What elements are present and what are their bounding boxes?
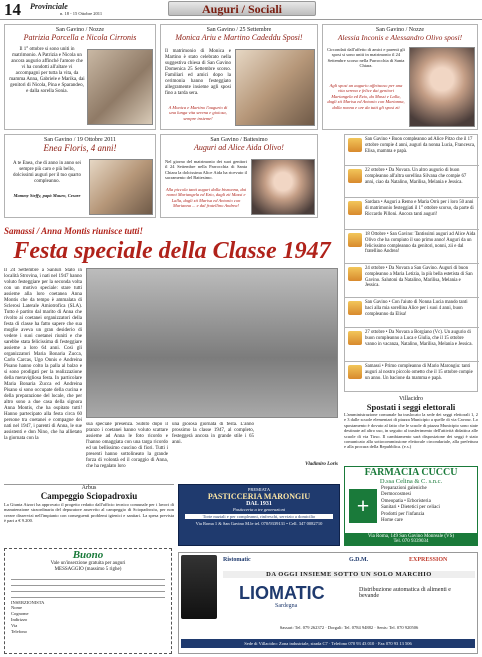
gift-icon <box>348 169 362 183</box>
arbus-news <box>4 484 174 544</box>
box-title: Auguri ad Alice Aida Olivo! <box>194 143 284 152</box>
news-body: L'amministrazione comunale ha traslocato la sede dei seggi elettorali 1, 2 e 3 dalle scuole elementari di piazza Municipio a quelle di via Cavour. Lo spostamento è dovuto al fatto che le scuole di piazza Municipio sono state destinate ad altro uso, in seguito al trasferimento dell'attività didattica alle scuole di via Tirso. Il cambiamento sarà disposizione dei seggi è stato comunicato alla sottocommissione elettorale circondariale, alla prefettura e alla procura della Repubblica. (e.s.) <box>344 412 478 450</box>
box-place: San Gavino / 25 Settembre <box>206 27 272 33</box>
couple-photo <box>235 49 315 126</box>
greeting-box-enea <box>4 134 156 218</box>
box-place: San Gavino / Battesimo <box>210 137 268 143</box>
pasticceria-ad: PREMIATA PASTICCERIA MARONGIU DAL 1931 Pasticceria a tre generazioni Torte nuziali e per compleanni, rinfreschi, servizio a domicilio Via Roma 1 & San Gavino M.le tel. 070/9339131 • Cell. 347 0082710 <box>178 484 340 546</box>
list-item: San Gavino • Con l'aiuto di Nonna Lucia mando tanti baci alla mia sorellina Alice per i suoi 4 anni, buon compleanno da Elisa! <box>345 297 479 327</box>
vending-machine-image <box>181 555 217 619</box>
list-item: San Gavino • Buon compleanno ad Alice Pitzo che il 17 ottobre compie 4 anni, auguri da nonna Lucia, Francesca, Elisa, mamma e papà. <box>345 135 479 165</box>
article-column-2: sua speciale presenza. Subito dopo il pranzo i coetanei hanno voluto scattare assieme ad Anna le foto ricordo e l'hanno omaggiata con una targa ricordo ed un bellissimo cuscino di fiori. Tutti i presenti hanno sottolineato la grande forza di volontà ed il coraggio di Anna, che ha regalato loro <box>86 422 168 469</box>
masthead-logo: Provinciale <box>30 2 68 11</box>
greeting-box-inconis <box>322 24 478 130</box>
news-body: La Giunta Atzori ha approvato il progetto redatto dall'ufficio tecnico comunale per i lavori di manutenzione straordinaria del depuratore asservito al campeggio di Sciopadroxiu, per non creare disservizi nell'impianto con conseguenti problemi igienici e sanitari. La spesa prevista è pari a € 9.200. <box>4 502 174 524</box>
wishes-sidebar <box>344 134 478 392</box>
box-place: San Gavino / Nozze <box>375 27 425 33</box>
coupon-field[interactable]: Telefono <box>11 629 27 634</box>
list-item: Samassi • Primo compleanno di Mario Marongiu: tanti auguri al nostro piccolo ometto che il 15 ottobre compie un anno. Un bacione da mamma e papà. <box>345 361 479 393</box>
box-body: A te Enea, che di anno in anno sei sempre più caro e più bello, dolcissimi auguri per il tuo quarto compleanno. <box>13 161 81 184</box>
greeting-coupon: Buono Vale un'inserzione gratuita per auguri MESSAGGIO (massimo 5 righe) INSERZIONISTA Nome Cognome Indirizzo Via Telefono <box>4 548 172 654</box>
farmacia-ad: FARMACIA CUCCU D.ssa Celina & C. s.n.c. Preparazioni galeniche Dermocosmesi Omeopatia • Erboristeria Sanitari • Dietetici per celiaci Prodotti per l'infanzia Home care + Via Roma, 149 San Gavino Monreale (VS) Tel. 070 9339034 <box>344 466 478 546</box>
coupon-field[interactable]: Nome <box>11 605 22 610</box>
news-title: Campeggio Sciopadroxiu <box>40 491 138 501</box>
box-wish: Agli sposi un augurio affettuoso per una vita serena e felice dai genitori Mariangela ed Ezio, da Massi e Lalla, dagli zii Marisa ed Antonio con Marianna, dalla nonna e ore da tutti gli sposi zii <box>327 83 405 110</box>
article-kicker: Samassi / Anna Montis riunisce tutti! <box>4 226 143 236</box>
greeting-box-alice <box>160 134 318 218</box>
article-headline: Festa speciale della Classe 1947 <box>13 238 331 264</box>
couple-photo <box>87 49 153 125</box>
box-body: Circondati dall'affetto di amici e parenti gli sposi si sono uniti in matrimonio il 24 Settembre scorso nella Parrocchia di Santa Chiara. <box>327 47 405 69</box>
cake-icon <box>348 331 362 345</box>
article-column-1: Il 24 Settembre a Sanluri Stato in località Strovina, i nati nel 1947 hanno voluto festeggiare per la seconda volta con un motivo speciale: stare tutti assieme alla loro coetanea Anna Montis che da tempo è ammalata di Sclerosi Laterale Amiotrofica (SLA). Tutto è partito dal marito di Anna che rivolto ai coetanei organizzatori della festa di classe ha fatto sapere che sua moglie aveva un gran desiderio di vedere i suoi coetanei riuniti e che sarebbe stata felicissima di festeggiare assieme a loro 64 anni. Così gli organizzatori Maria Bonaria Zucca, Carlo Carcas, Ugo Onnis e Andreina Pisano hanno colto la palla al balzo e si sono prodigati per la realizzazione della meravigliosa festa. In particolare Maria Bonaria Zucca ed Andreina Pisano si sono occupate della cucina e della preparazione del locale, che per altro sono a due casa della signora Anna Montis, che ha ospitato tutti! Hanno partecipato alla festa circa 60 persone tra coetanei e compagne dei nati nel 1947, i parenti di Anna, le sue assistenti e don Nino, che ha allietato la giornata con la <box>4 268 82 441</box>
box-title: Enea Floris, 4 anni! <box>43 143 117 153</box>
box-title: Patrizia Porcella e Nicola Cirronis <box>23 33 137 42</box>
section-banner: Auguri / Sociali <box>168 1 316 16</box>
group-photo <box>86 268 338 418</box>
liomatic-ad: Ristomatic G.D.M. EXPRESSION DA OGGI INSIEME SOTTO UN SOLO MARCHIO LIOMATIC Sardegna Distribuzione automatica di alimenti e bevande Sassari: Tel. 079 262372 · Dorgali: Tel. 0784 94882 · Senis: Tel. 070 920506 Sede di Villacidro: Zona industriale, strada C7 · Telefono 070 93 43 010 · Fax 070 93 13 506 <box>178 552 478 654</box>
news-place: Arbus <box>81 485 97 491</box>
issue-info: n. 18 - 15 Ottobre 2011 <box>60 11 103 16</box>
news-title: Spostati i seggi elettorali <box>366 402 456 412</box>
box-body: Nel giorno del matrimonio dei suoi genitori il 24 Settembre nella Parrocchia di Santa Chiara la dolcissima Alice Aida ha ricevuto il sacramento del Battesimo. <box>165 159 247 181</box>
cake-icon <box>348 233 362 247</box>
greeting-box-porcella <box>4 24 156 130</box>
gift-icon <box>348 201 362 215</box>
list-item: 22 ottobre • Da Novara. Un altro augurio di buon compleanno all'altra sorellina Silvana che compie 67 anni, ciao da Natalino, Marilisa, Melania e Jessica. <box>345 165 479 197</box>
box-title: Monica Ariu e Martino Cadeddu Sposi! <box>175 33 303 42</box>
box-place: San Gavino / Nozze <box>55 27 105 33</box>
article-author: Vladimiro Loris <box>305 462 338 467</box>
list-item: 24 ottobre • Da Novara a San Gavino. Auguri di buon compleanno a Maria Letizia, la più bella estetista di San Gavino. Salutoni da Natalino, Marilisa, Melania e Jessica. <box>345 263 479 297</box>
pharmacy-cross-icon: + <box>349 489 377 523</box>
cake-icon <box>348 267 362 281</box>
box-wish: A Monica e Martino l'augurio di una lunga vita serena e gioiosa, sempre insieme! <box>168 105 228 121</box>
page-number: 14 <box>4 0 21 19</box>
cake-icon <box>348 301 362 315</box>
villacidro-news <box>344 396 478 460</box>
baby-photo <box>251 159 315 215</box>
page-header <box>0 0 482 20</box>
box-body: Il 1° ottobre si sono uniti in matrimonio. A Patrizia e Nicola un ancora augurio affinché l'amore che vi ha condotti all'altare vi accompagni per tutta la vita, da mamma Anna, Gabriele e Marika, dai genitori di Nicola, Pina e Sparandeo, e dalla sorella Sonia. <box>9 47 85 94</box>
list-item: Sardara • Auguri a Remo e Maria Orrù per i loro 50 anni di matrimonio festeggiati il 1° ottobre scorso, da parte di Riccardo Pilloni. Ancora tanti auguri! <box>345 197 479 229</box>
gift-icon <box>348 138 362 152</box>
box-title: Alessia Inconis e Alessandro Olivo sposi! <box>337 33 463 42</box>
box-body: Il matrimonio di Monica e Martino è stato celebrato nella suggestiva chiesa di San Gavino Domenica 25 Settembre scorso. Familiari ed amici dopo la cerimonia hanno festeggiato allegramente insieme agli sposi fino a tarda sera. <box>165 49 231 96</box>
coupon-field[interactable]: Cognome <box>11 611 29 616</box>
greeting-box-ariu <box>160 24 318 130</box>
box-signature: Mammy Steffy, papà Mauro, Cesare <box>13 193 81 198</box>
news-place: Villacidro <box>399 396 423 402</box>
child-photo <box>89 159 153 215</box>
couple-photo <box>409 47 475 127</box>
article-column-3: una gioiosa giornata di festa. L'anno prossimo la classe 1947, al completo, festeggerà ancora in grande stile i 65 anni. <box>172 422 254 445</box>
list-item: 18 Ottobre • San Gavino: Tantissimi auguri ad Alice Aida Olivo che ha compiuto il suo primo anno! Auguri da un felicissimo compleanno da genitori, nonni, zii e dal fratellino Andrea! <box>345 229 479 263</box>
message-lines[interactable] <box>11 574 165 598</box>
box-place: San Gavino / 19 Ottobre 2011 <box>44 137 116 143</box>
box-wish: Alla piccola tanti auguri dalla bisnonna, dai nonni Mariangela ed Ezio, dagli zii Massi e Lalla, dagli zii Marisa ed Antonio con Marianna ... e dal fratellino Andrea! <box>165 187 247 209</box>
list-item: 27 ottobre • Da Novara a Borgiano (Vc). Un augurio di buon compleanno a Luca e Giulia, che il 15 ottobre vanno in vacanza, Natalino, Marilisa, Melania e Jessica. <box>345 327 479 361</box>
coupon-field[interactable]: Via <box>11 623 18 628</box>
cake-icon <box>348 365 362 379</box>
coupon-field[interactable]: Indirizzo <box>11 617 28 622</box>
